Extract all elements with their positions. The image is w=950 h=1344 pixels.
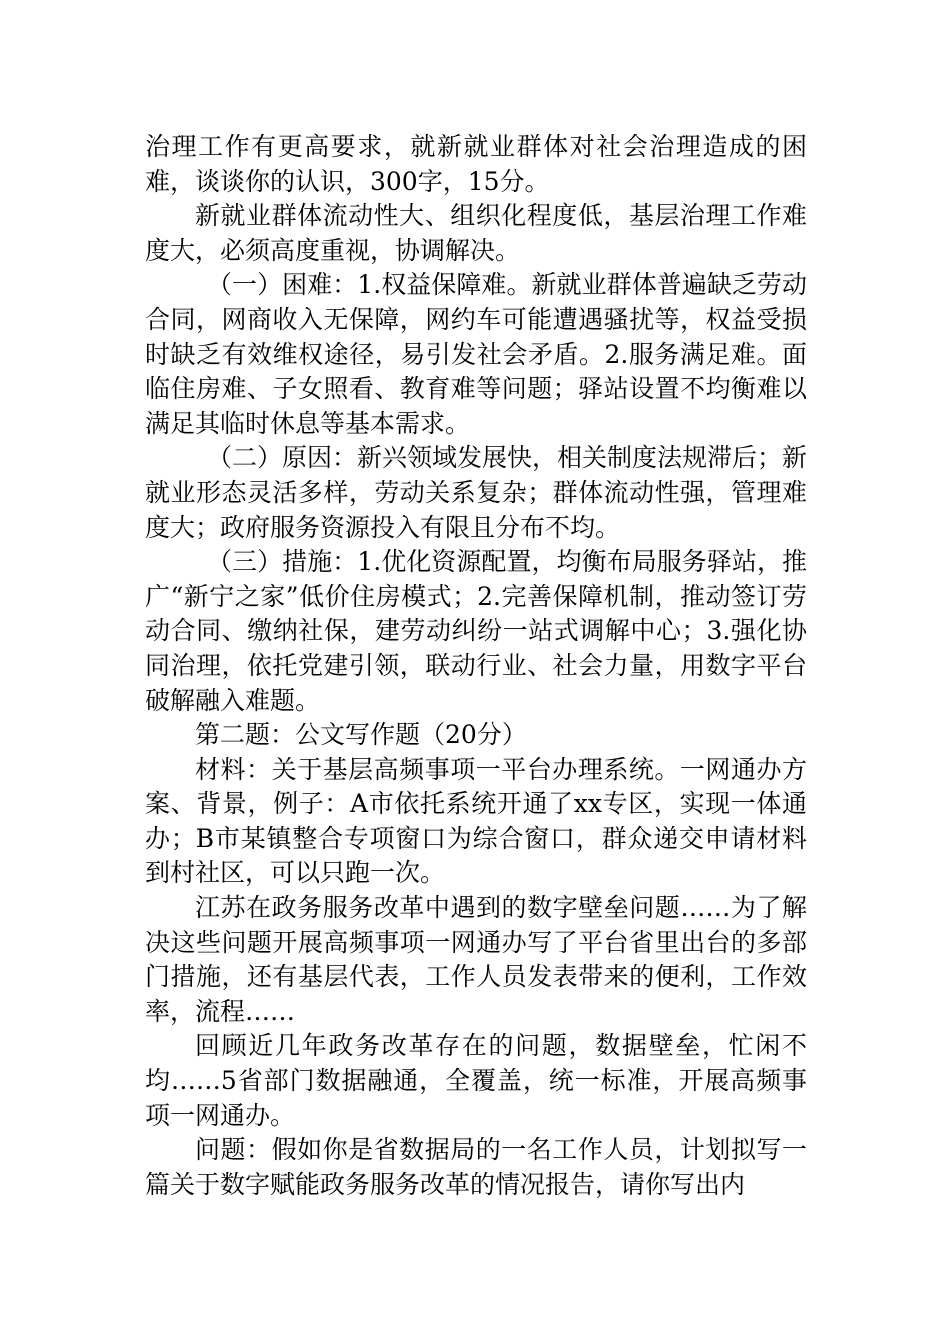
paragraph-8: 江苏在政务服务改革中遇到的数字壁垒问题……为了解决这些问题开展高频事项一网通办写了平台省里出台的多部门措施，还有基层代表，工作人员发表带来的便利，工作效率，流程…… [145,893,807,1026]
paragraph-5: （三）措施：1.优化资源配置，均衡布局服务驿站，推广“新宁之家”低价住房模式；2.完善保障机制，推动签订劳动合同、缴纳社保，建劳动纠纷一站式调解中心；3.强化协同治理，依托党建引领，联动行业、社会力量，用数字平台破解融入难题。 [145,547,807,715]
paragraph-10: 问题：假如你是省数据局的一名工作人员，计划拟写一篇关于数字赋能政务服务改革的情况报告，请你写出内 [145,1135,807,1199]
paragraph-2: 新就业群体流动性大、组织化程度低，基层治理工作难度大，必须高度重视，协调解决。 [145,201,807,265]
section-heading: 第二题：公文写作题（20分） [195,720,527,750]
document-page [145,130,807,1202]
paragraph-4: （二）原因：新兴领域发展快，相关制度法规滞后；新就业形态灵活多样，劳动关系复杂；群体流动性强，管理难度大；政府服务资源投入有限且分布不均。 [145,443,808,542]
paragraph-1: 治理工作有更高要求，就新就业群体对社会治理造成的困难，谈谈你的认识，300字，15分。 [145,132,807,196]
paragraph-7: 材料：关于基层高频事项一平台办理系统。一网通办方案、背景，例子：A市依托系统开通了xx专区，实现一体通办；B市某镇整合专项窗口为综合窗口，群众递交申请材料到村社区，可以只跑一次。 [145,754,807,888]
paragraph-3: （一）困难：1.权益保障难。新就业群体普遍缺乏劳动合同，网商收入无保障，网约车可能遭遇骚扰等，权益受损时缺乏有效维权途径，易引发社会矛盾。2.服务满足难。面临住房难、子女照看、教育难等问题；驿站设置不均衡难以满足其临时休息等基本需求。 [145,270,807,438]
paragraph-9: 回顾近几年政务改革存在的问题，数据壁垒，忙闲不均……5省部门数据融通，全覆盖，统一标准，开展高频事项一网通办。 [145,1031,807,1130]
